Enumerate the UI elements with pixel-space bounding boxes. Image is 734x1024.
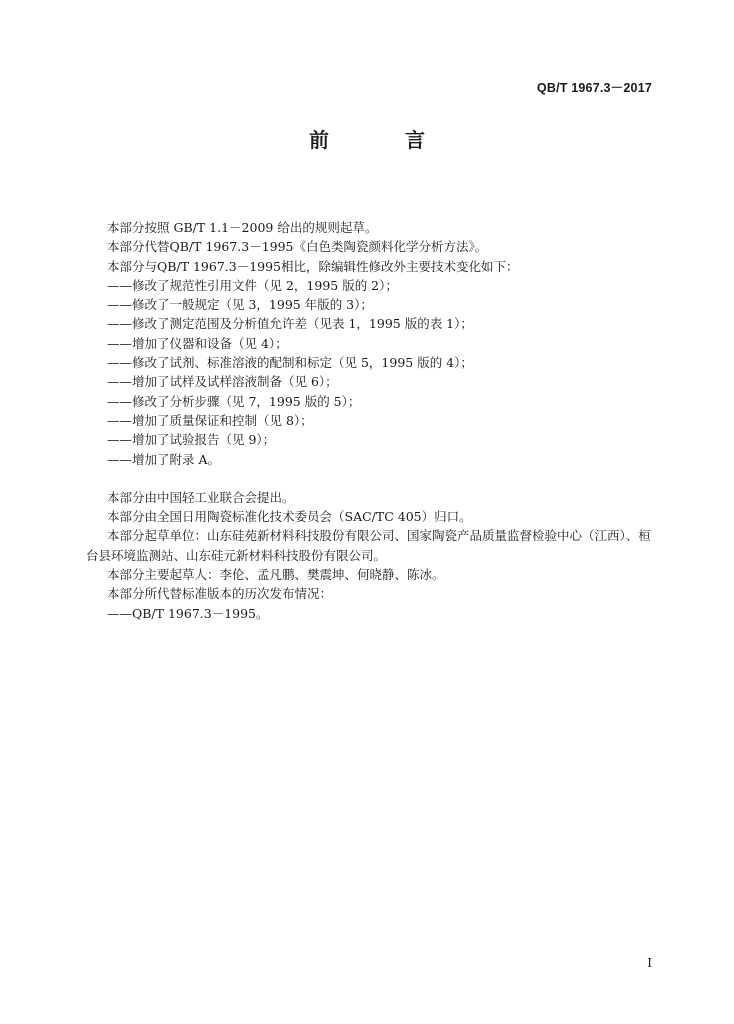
page-title: 前 言 <box>309 128 453 152</box>
change-item: ——修改了试剂、标准溶液的配制和标定（见 5，1995 版的 4）； <box>107 355 473 371</box>
change-item: ——修改了一般规定（见 3，1995 年版的 3）； <box>107 297 373 313</box>
change-item: ——修改了分析步骤（见 7，1995 版的 5）； <box>107 393 361 409</box>
paragraph-spacer <box>86 469 652 488</box>
change-item: ——修改了测定范围及分析值允许差（见表 1，1995 版的表 1）； <box>107 316 473 332</box>
paragraph: 本部分所代替标准版本的历次发布情况： <box>107 586 333 602</box>
paragraph: 本部分主要起草人：李伦、孟凡鹏、樊震坤、何晓静、陈冰。 <box>107 567 445 583</box>
paragraph: 本部分由中国轻工业联合会提出。 <box>107 489 295 505</box>
paragraph: 本部分由全国日用陶瓷标准化技术委员会（SAC/TC 405）归口。 <box>107 509 472 525</box>
change-item: ——增加了试验报告（见 9）； <box>107 432 276 448</box>
standard-code: QB/T 1967.3－2017 <box>536 81 652 95</box>
change-item: ——增加了试样及试样溶液制备（见 6）； <box>107 374 338 390</box>
change-item: ——增加了仪器和设备（见 4）； <box>107 335 288 351</box>
paragraph: 本部分与QB/T 1967.3－1995相比，除编辑性修改外主要技术变化如下： <box>107 258 519 274</box>
paragraph: 本部分代替QB/T 1967.3－1995《白色类陶瓷颜料化学分析方法》。 <box>107 239 488 255</box>
change-item: ——修改了规范性引用文件（见 2，1995 版的 2）； <box>107 277 398 293</box>
foreword-body <box>86 218 652 623</box>
paragraph: 本部分按照 GB/T 1.1－2009 给出的规则起草。 <box>107 220 378 235</box>
paragraph: 本部分起草单位：山东硅苑新材料科技股份有限公司、国家陶瓷产品质量监督检验中心（江西）、桓台县环境监测站、山东硅元新材料科技股份有限公司。 <box>86 528 651 563</box>
change-item: ——增加了附录 A。 <box>107 451 221 467</box>
history-item: ——QB/T 1967.3－1995。 <box>107 605 269 621</box>
page-number: I <box>647 956 652 970</box>
change-item: ——增加了质量保证和控制（见 8）； <box>107 412 313 428</box>
